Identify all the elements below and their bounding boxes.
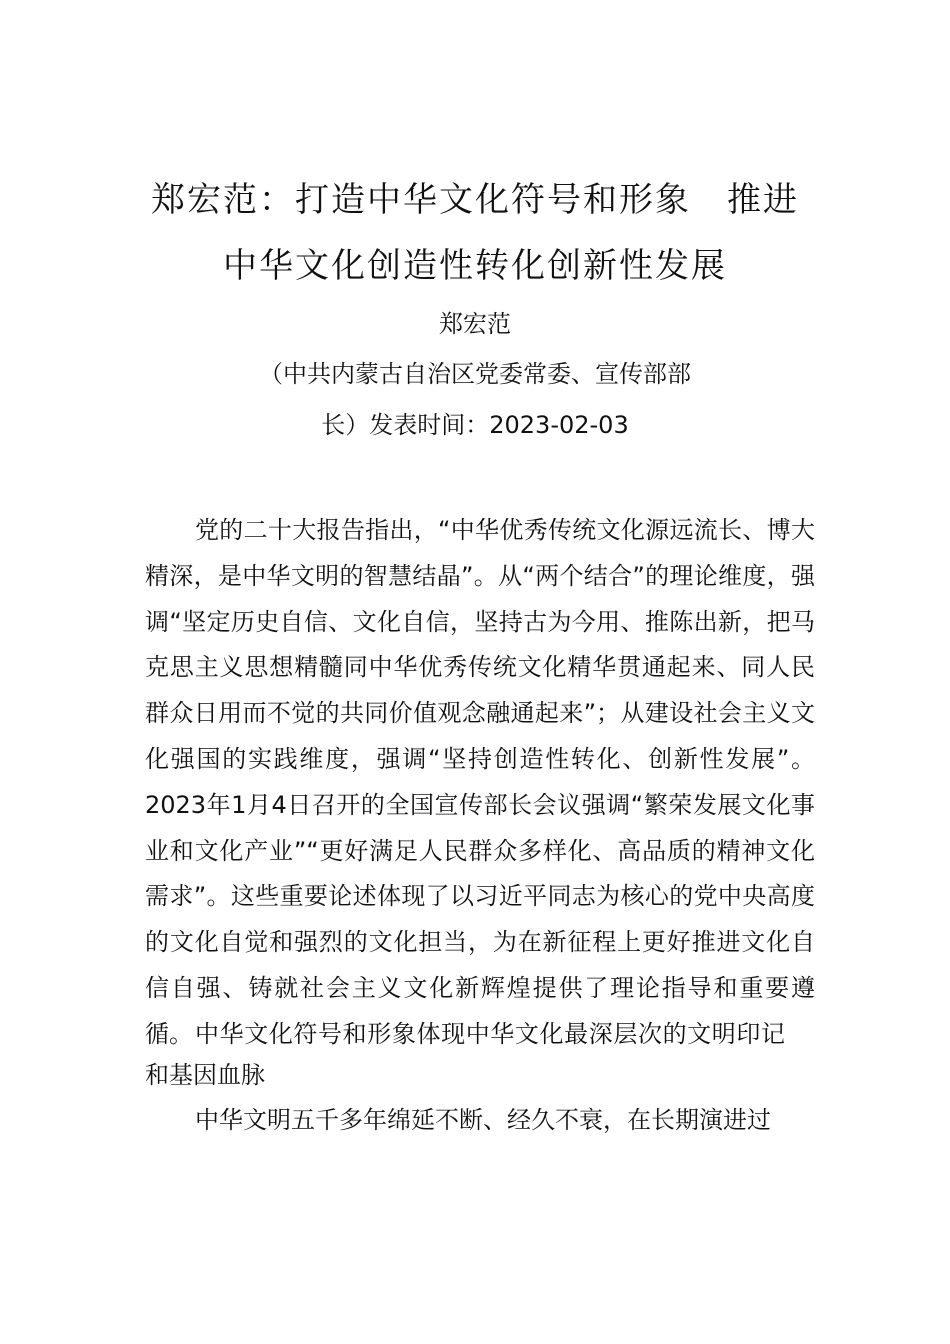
author-affiliation-line-1: （中共内蒙古自治区党委常委、宣传部部 (259, 360, 691, 388)
body-paragraph-1: 党的二十大报告指出，“中华优秀传统文化源远流长、博大精深，是中华文明的智慧结晶”。从“两个结合”的理论维度，强调“坚定历史自信、文化自信，坚持古为今用、推陈出新，把马克思主义思想精髓同中华优秀传统文化精华贯通起来、同人民群众日用而不觉的共同价值观念融通起来”；从建设社会主义文化强国的实践维度，强调“坚持创造性转化、创新性发展”。2023年1月4日召开的全国宣传部长会议强调“繁荣发展文化事业和文化产业”“更好满足人民群众多样化、高品质的精神文化需求”。这些重要论述体现了以习近平同志为核心的党中央高度的文化自觉和强烈的文化担当，为在新征程上更好推进文化自信自强、铸就社会主义文化新辉煌提供了理论指导和重要遵循。 (145, 516, 815, 1048)
body-paragraph-2: 中华文明五千多年绵延不断、经久不衰，在长期演进过 (195, 1106, 771, 1134)
document-title-line-1: 郑宏范：打造中华文化符号和形象 推进 (151, 180, 799, 220)
section-heading: 中华文化符号和形象体现中华文化最深层次的文明印记和基因血脉 (145, 1020, 785, 1089)
document-title-line-2: 中华文化创造性转化创新性发展 (223, 246, 727, 286)
author-affiliation-line-2: 长）发表时间：2023-02-03 (321, 411, 629, 439)
author-name: 郑宏范 (439, 310, 511, 338)
